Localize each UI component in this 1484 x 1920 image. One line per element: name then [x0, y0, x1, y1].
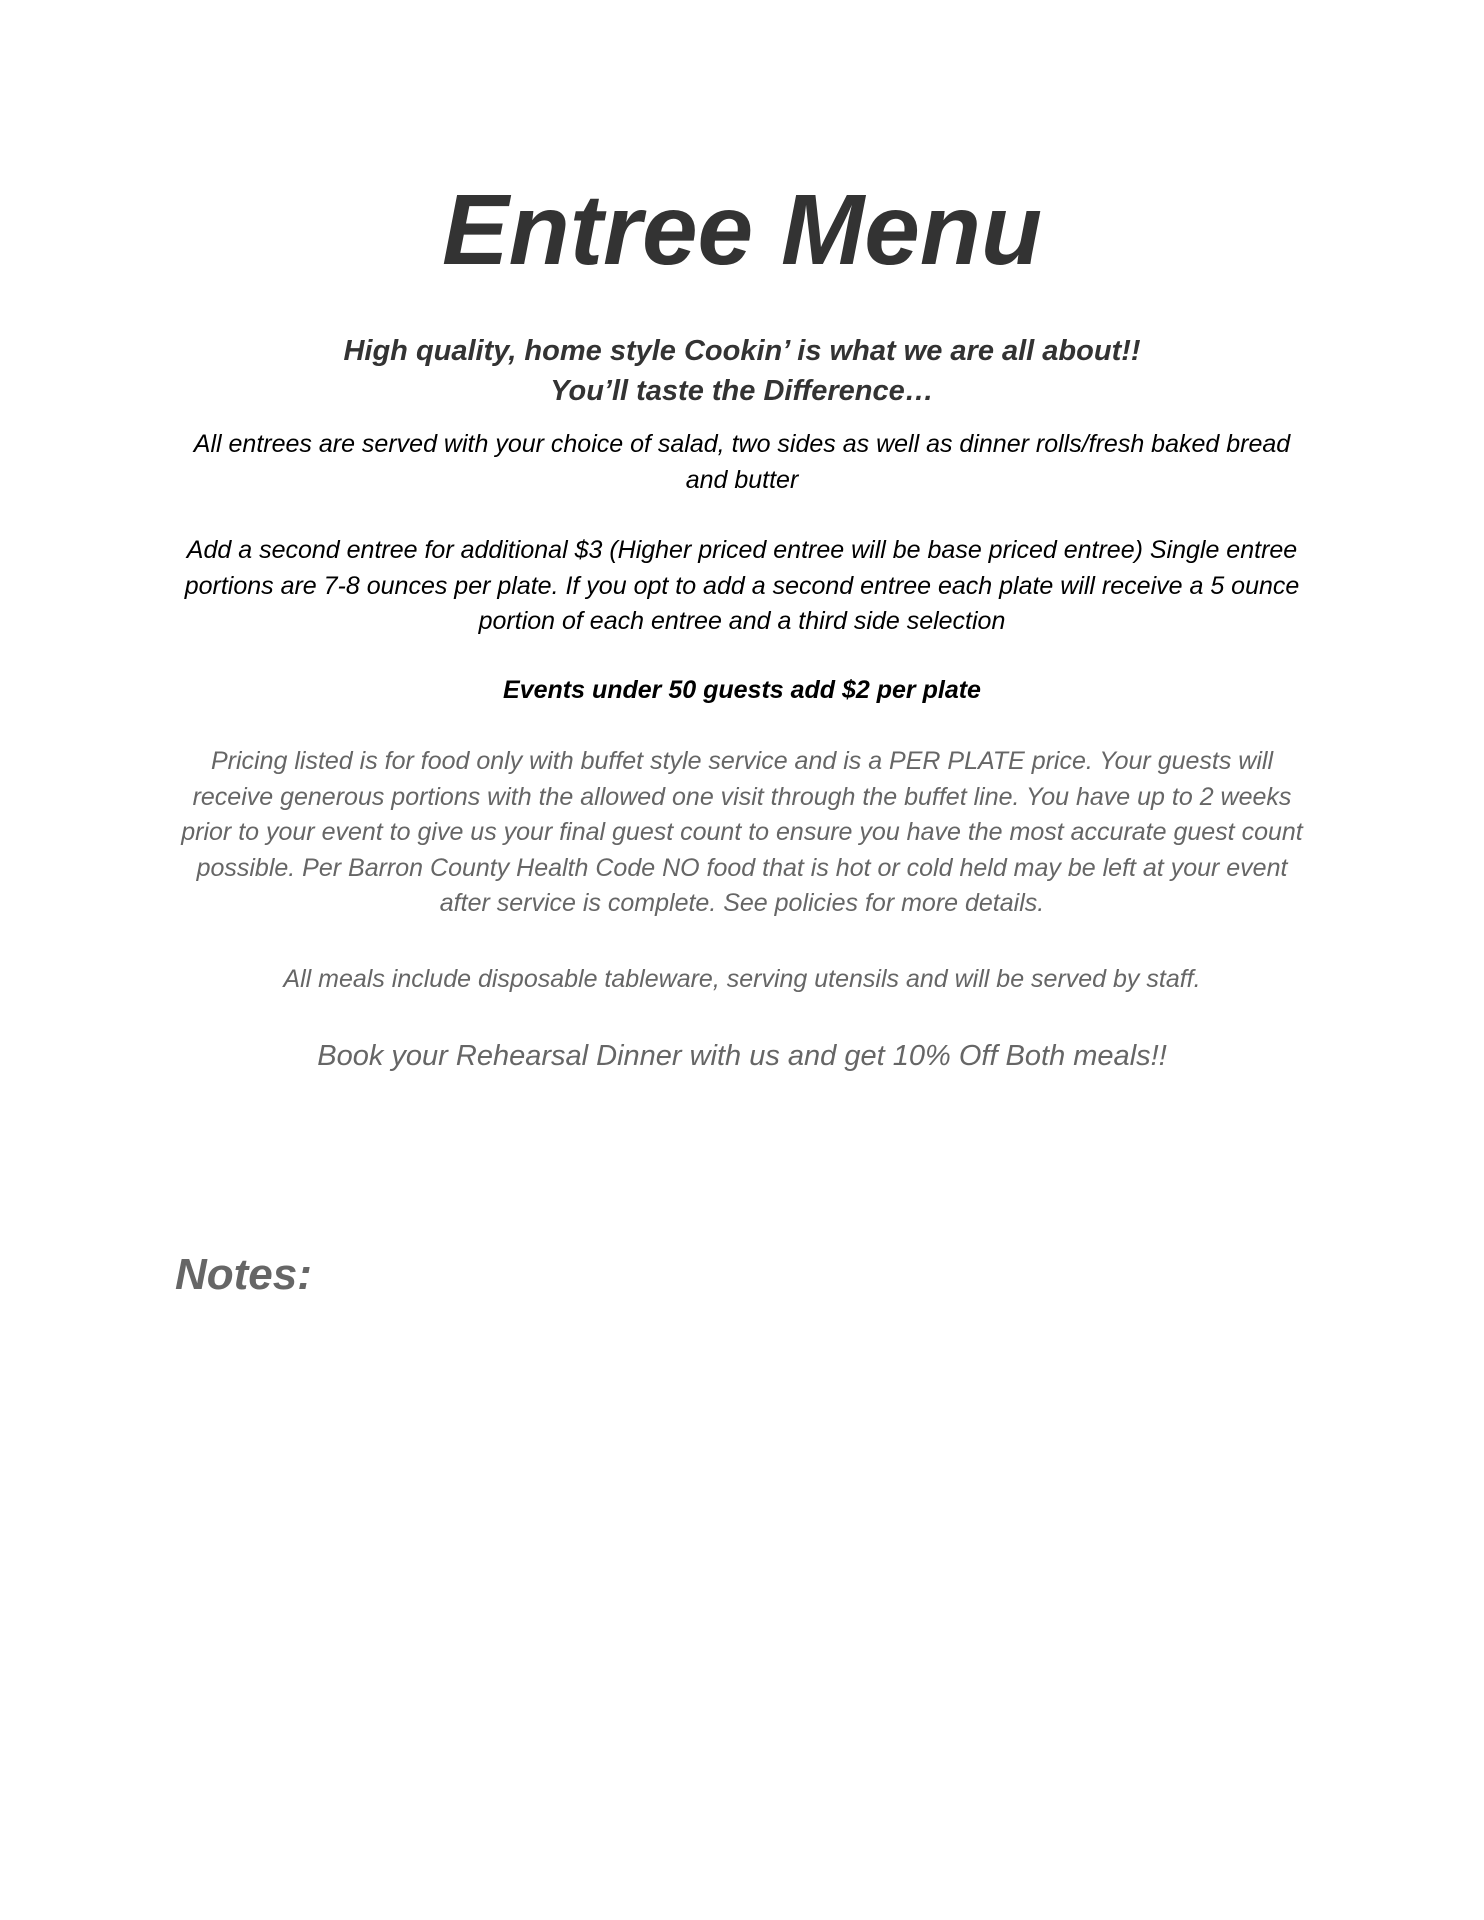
- tagline: [0, 331, 1484, 411]
- pricing-policy-text: Pricing listed is for food only with buffet style service and is a PER PLATE price. Your guests will receive generous portions with the allowed one visit through the buffet line. You have up to 2 weeks prior to your event to give us your final guest count to ensure you have the most accurate guest count possible. Per Barron County Health Code NO food that is hot or cold held may be left at your event after service is complete. See policies for more details.: [181, 747, 1303, 917]
- second-entree-text: Add a second entree for additional $3 (Higher priced entree will be base priced entree) Single entree portions are 7-8 ounces per plate. If you opt to add a second entree each plate will receive a 5 ounce portion of each entree and a third side selection: [184, 536, 1300, 635]
- tagline-line-2: You’ll taste the Difference…: [550, 375, 934, 407]
- served-with-text: All entrees are served with your choice of salad, two sides as well as dinner rolls/fresh baked bread and butter: [193, 430, 1291, 494]
- small-event-note: Events under 50 guests add $2 per plate: [503, 676, 981, 704]
- rehearsal-offer: Book your Rehearsal Dinner with us and get 10% Off Both meals!!: [317, 1040, 1167, 1072]
- tagline-line-1: High quality, home style Cookin’ is what we are all about!!: [343, 335, 1141, 367]
- page-title: Entree Menu: [441, 174, 1043, 286]
- tableware-note: All meals include disposable tableware, serving utensils and will be served by staff.: [283, 965, 1201, 993]
- notes-heading: Notes:: [175, 1250, 312, 1299]
